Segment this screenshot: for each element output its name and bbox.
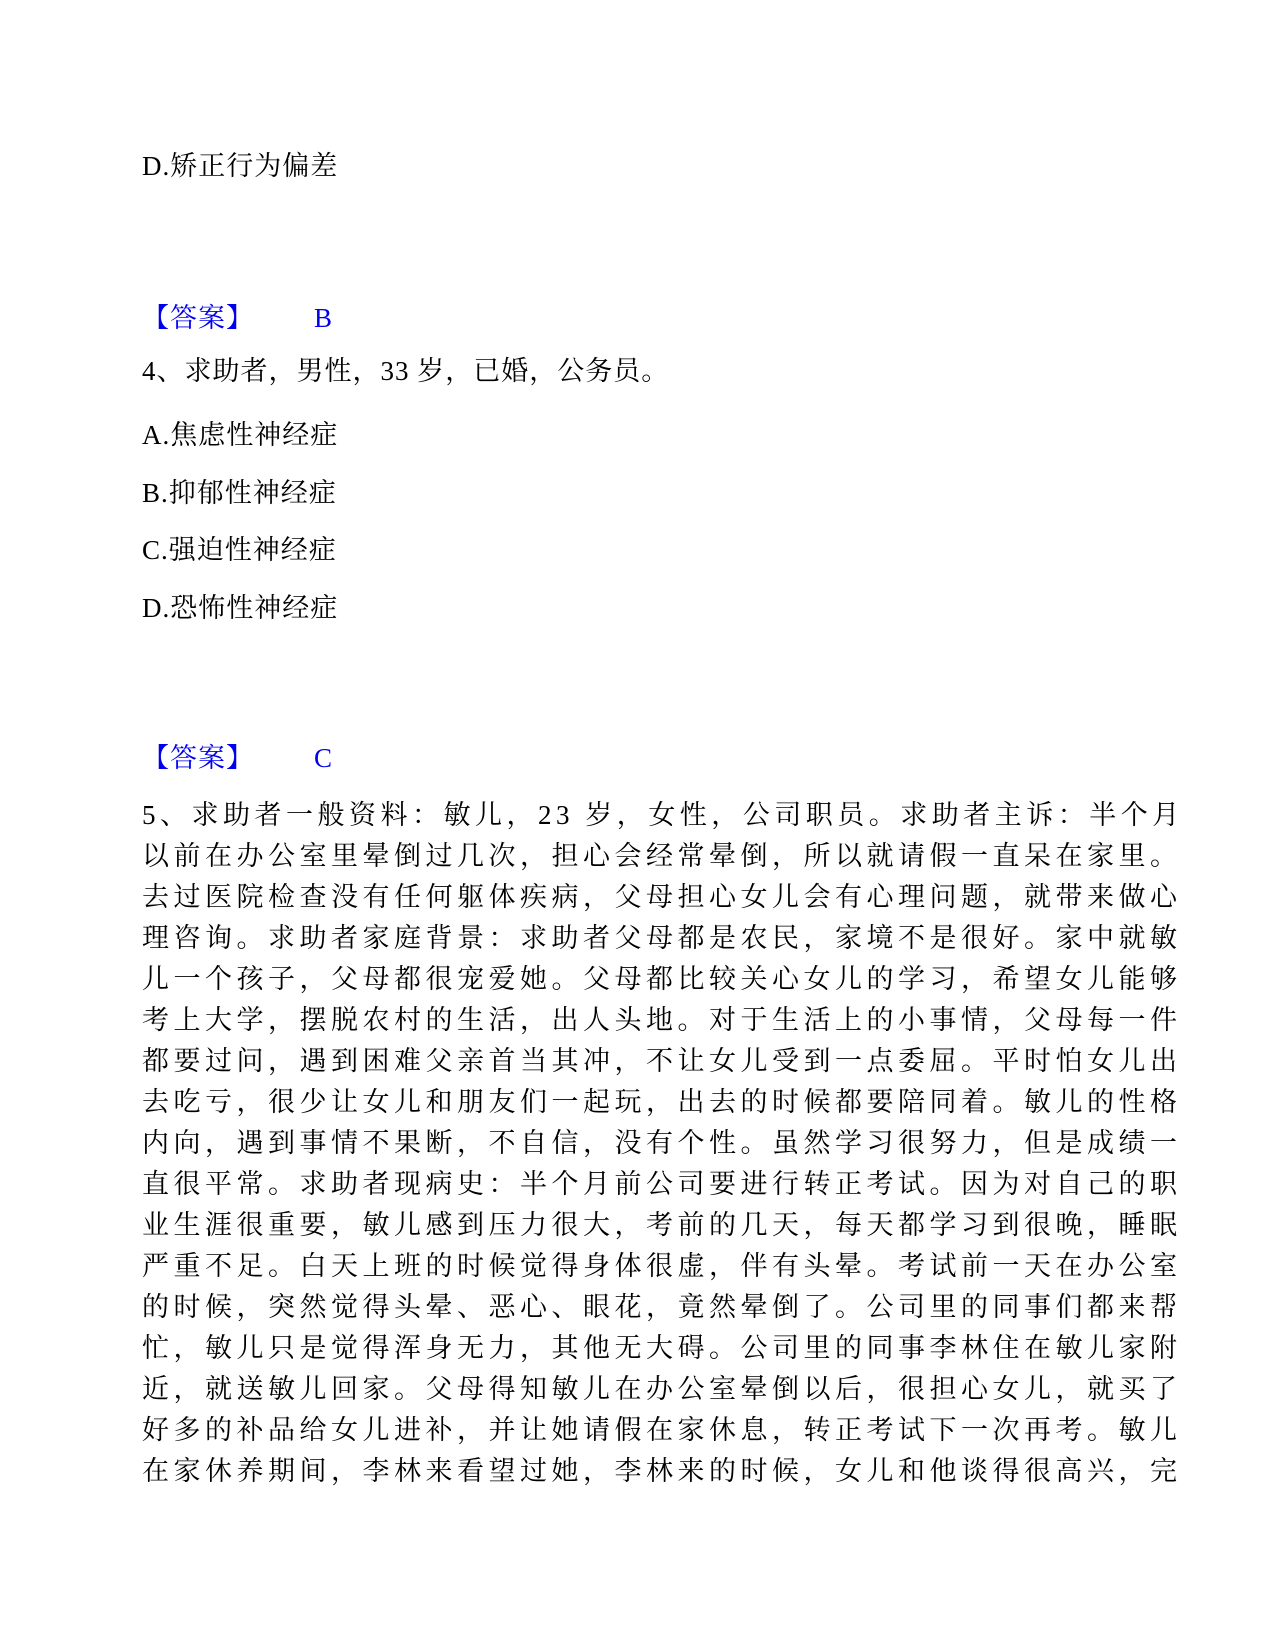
question3-answer-line [142,298,1203,339]
exam-content-column [142,0,1203,1492]
question4-option-d: D.恐怖性神经症 [142,593,339,623]
question4-option-a: A.焦虑性神经症 [142,420,339,450]
question3-option-d: D.矫正行为偏差 [142,151,339,181]
question4-option-b: B.抑郁性神经症 [142,478,337,508]
question5-case-description: 5、求助者一般资料：敏儿，23 岁，女性，公司职员。求助者主诉：半个月以前在办公室里晕倒过几次，担心会经常晕倒，所以就请假一直呆在家里。去过医院检查没有任何躯体疾病，父母担心女儿会有心理问题，就带来做心理咨询。求助者家庭背景：求助者父母都是农民，家境不是很好。家中就敏儿一个孩子，父母都很宠爱她。父母都比较关心女儿的学习，希望女儿能够考上大学，摆脱农村的生活，出人头地。对于生活上的小事情，父母每一件都要过问，遇到困难父亲首当其冲，不让女儿受到一点委屈。平时怕女儿出去吃亏，很少让女儿和朋友们一起玩，出去的时候都要陪同着。敏儿的性格内向，遇到事情不果断，不自信，没有个性。虽然学习很努力，但是成绩一直很平常。求助者现病史：半个月前公司要进行转正考试。因为对自己的职业生涯很重要，敏儿感到压力很大，考前的几天，每天都学习到很晚，睡眠严重不足。白天上班的时候觉得身体很虚，伴有头晕。考试前一天在办公室的时候，突然觉得头晕、恶心、眼花，竟然晕倒了。公司里的同事们都来帮忙，敏儿只是觉得浑身无力，其他无大碍。公司里的同事李林住在敏儿家附近，就送敏儿回家。父母得知敏儿在办公室晕倒以后，很担心女儿，就买了好多的补品给女儿进补，并让她请假在家休息，转正考试下一次再考。敏儿在家休养期间，李林来看望过她，李林来的时候，女儿和他谈得很高兴，完 [142,800,1184,1486]
question4-option-c: C.强迫性神经症 [142,535,337,565]
question4-answer-line [142,738,1203,779]
answer-value: B [314,303,333,333]
question4-stem: 4、求助者，男性，33 岁，已婚，公务员。 [142,356,670,386]
answer-label: 【答案】 [142,743,254,773]
answer-label: 【答案】 [142,303,254,333]
answer-value: C [314,743,333,773]
